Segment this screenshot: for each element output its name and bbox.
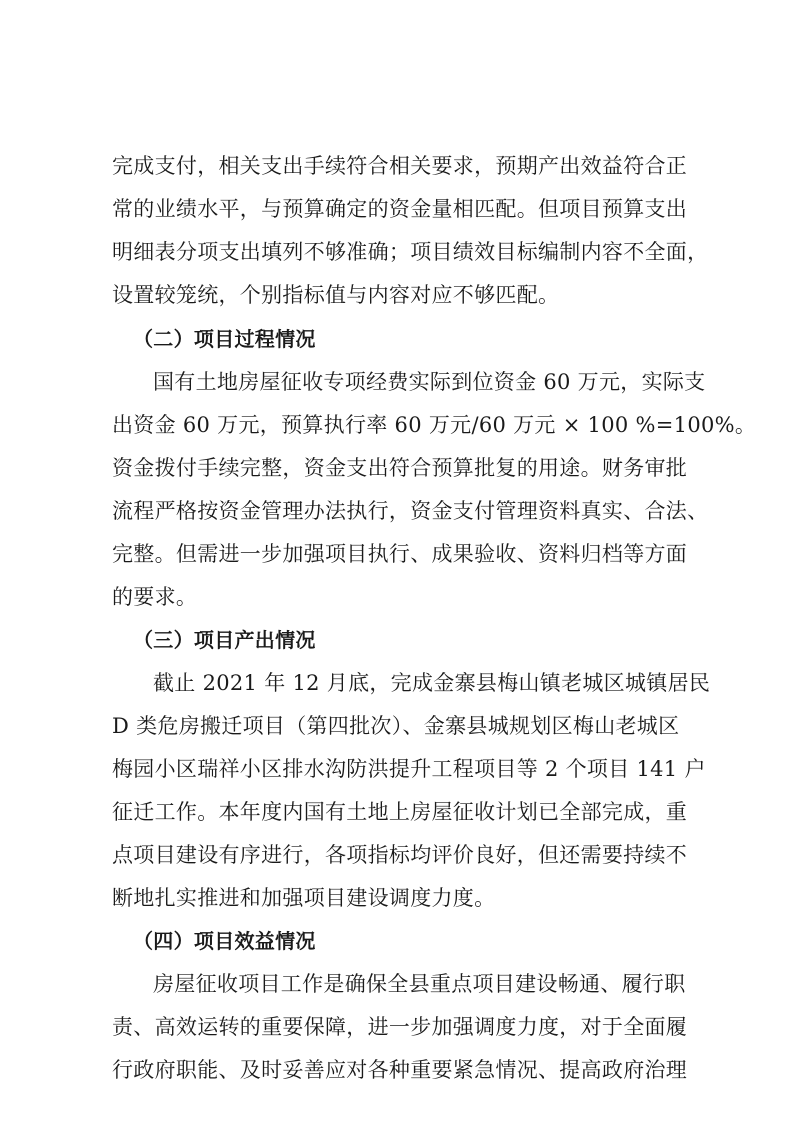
body-text-line: 点项目建设有序进行，各项指标均评价良好，但还需要持续不	[112, 843, 688, 867]
body-text-line: 出资金 60 万元，预算执行率 60 万元/60 万元 × 100 %=100%。	[112, 413, 757, 437]
body-text-line: 完成支付，相关支出手续符合相关要求，预期产出效益符合正	[112, 154, 688, 178]
body-text-line: 常的业绩水平，与预算确定的资金量相匹配。但项目预算支出	[112, 197, 688, 221]
body-text-line: 国有土地房屋征收专项经费实际到位资金 60 万元，实际支	[153, 370, 706, 394]
body-text-line: 断地扎实推进和加强项目建设调度力度。	[112, 886, 496, 910]
body-text-line: 明细表分项支出填列不够准确；项目绩效目标编制内容不全面，	[112, 240, 709, 264]
body-text-line: 梅园小区瑞祥小区排水沟防洪提升工程项目等 2 个项目 141 户	[112, 757, 706, 781]
body-text-line: 资金拨付手续完整，资金支出符合预算批复的用途。财务审批	[112, 456, 688, 480]
body-text-line: 责、高效运转的重要保障，进一步加强调度力度，对于全面履	[112, 1015, 688, 1039]
section-heading-2: （二）项目过程情况	[133, 327, 316, 351]
section-heading-4: （四）项目效益情况	[133, 929, 316, 953]
body-text-line: 流程严格按资金管理办法执行，资金支付管理资料真实、合法、	[112, 499, 709, 523]
body-text-line: 房屋征收项目工作是确保全县重点项目建设畅通、履行职	[153, 972, 686, 996]
body-text-line: 的要求。	[112, 585, 198, 609]
body-text-line: 截止 2021 年 12 月底，完成金寨县梅山镇老城区城镇居民	[153, 671, 711, 695]
body-text-line: D 类危房搬迁项目（第四批次）、金寨县城规划区梅山老城区	[112, 714, 680, 738]
body-text-line: 完整。但需进一步加强项目执行、成果验收、资料归档等方面	[112, 542, 688, 566]
body-text-line: 征迁工作。本年度内国有土地上房屋征收计划已全部完成，重	[112, 800, 688, 824]
section-heading-3: （三）项目产出情况	[133, 628, 316, 652]
body-text-line: 设置较笼统，个别指标值与内容对应不够匹配。	[112, 283, 560, 307]
body-text-line: 行政府职能、及时妥善应对各种重要紧急情况、提高政府治理	[112, 1058, 688, 1082]
